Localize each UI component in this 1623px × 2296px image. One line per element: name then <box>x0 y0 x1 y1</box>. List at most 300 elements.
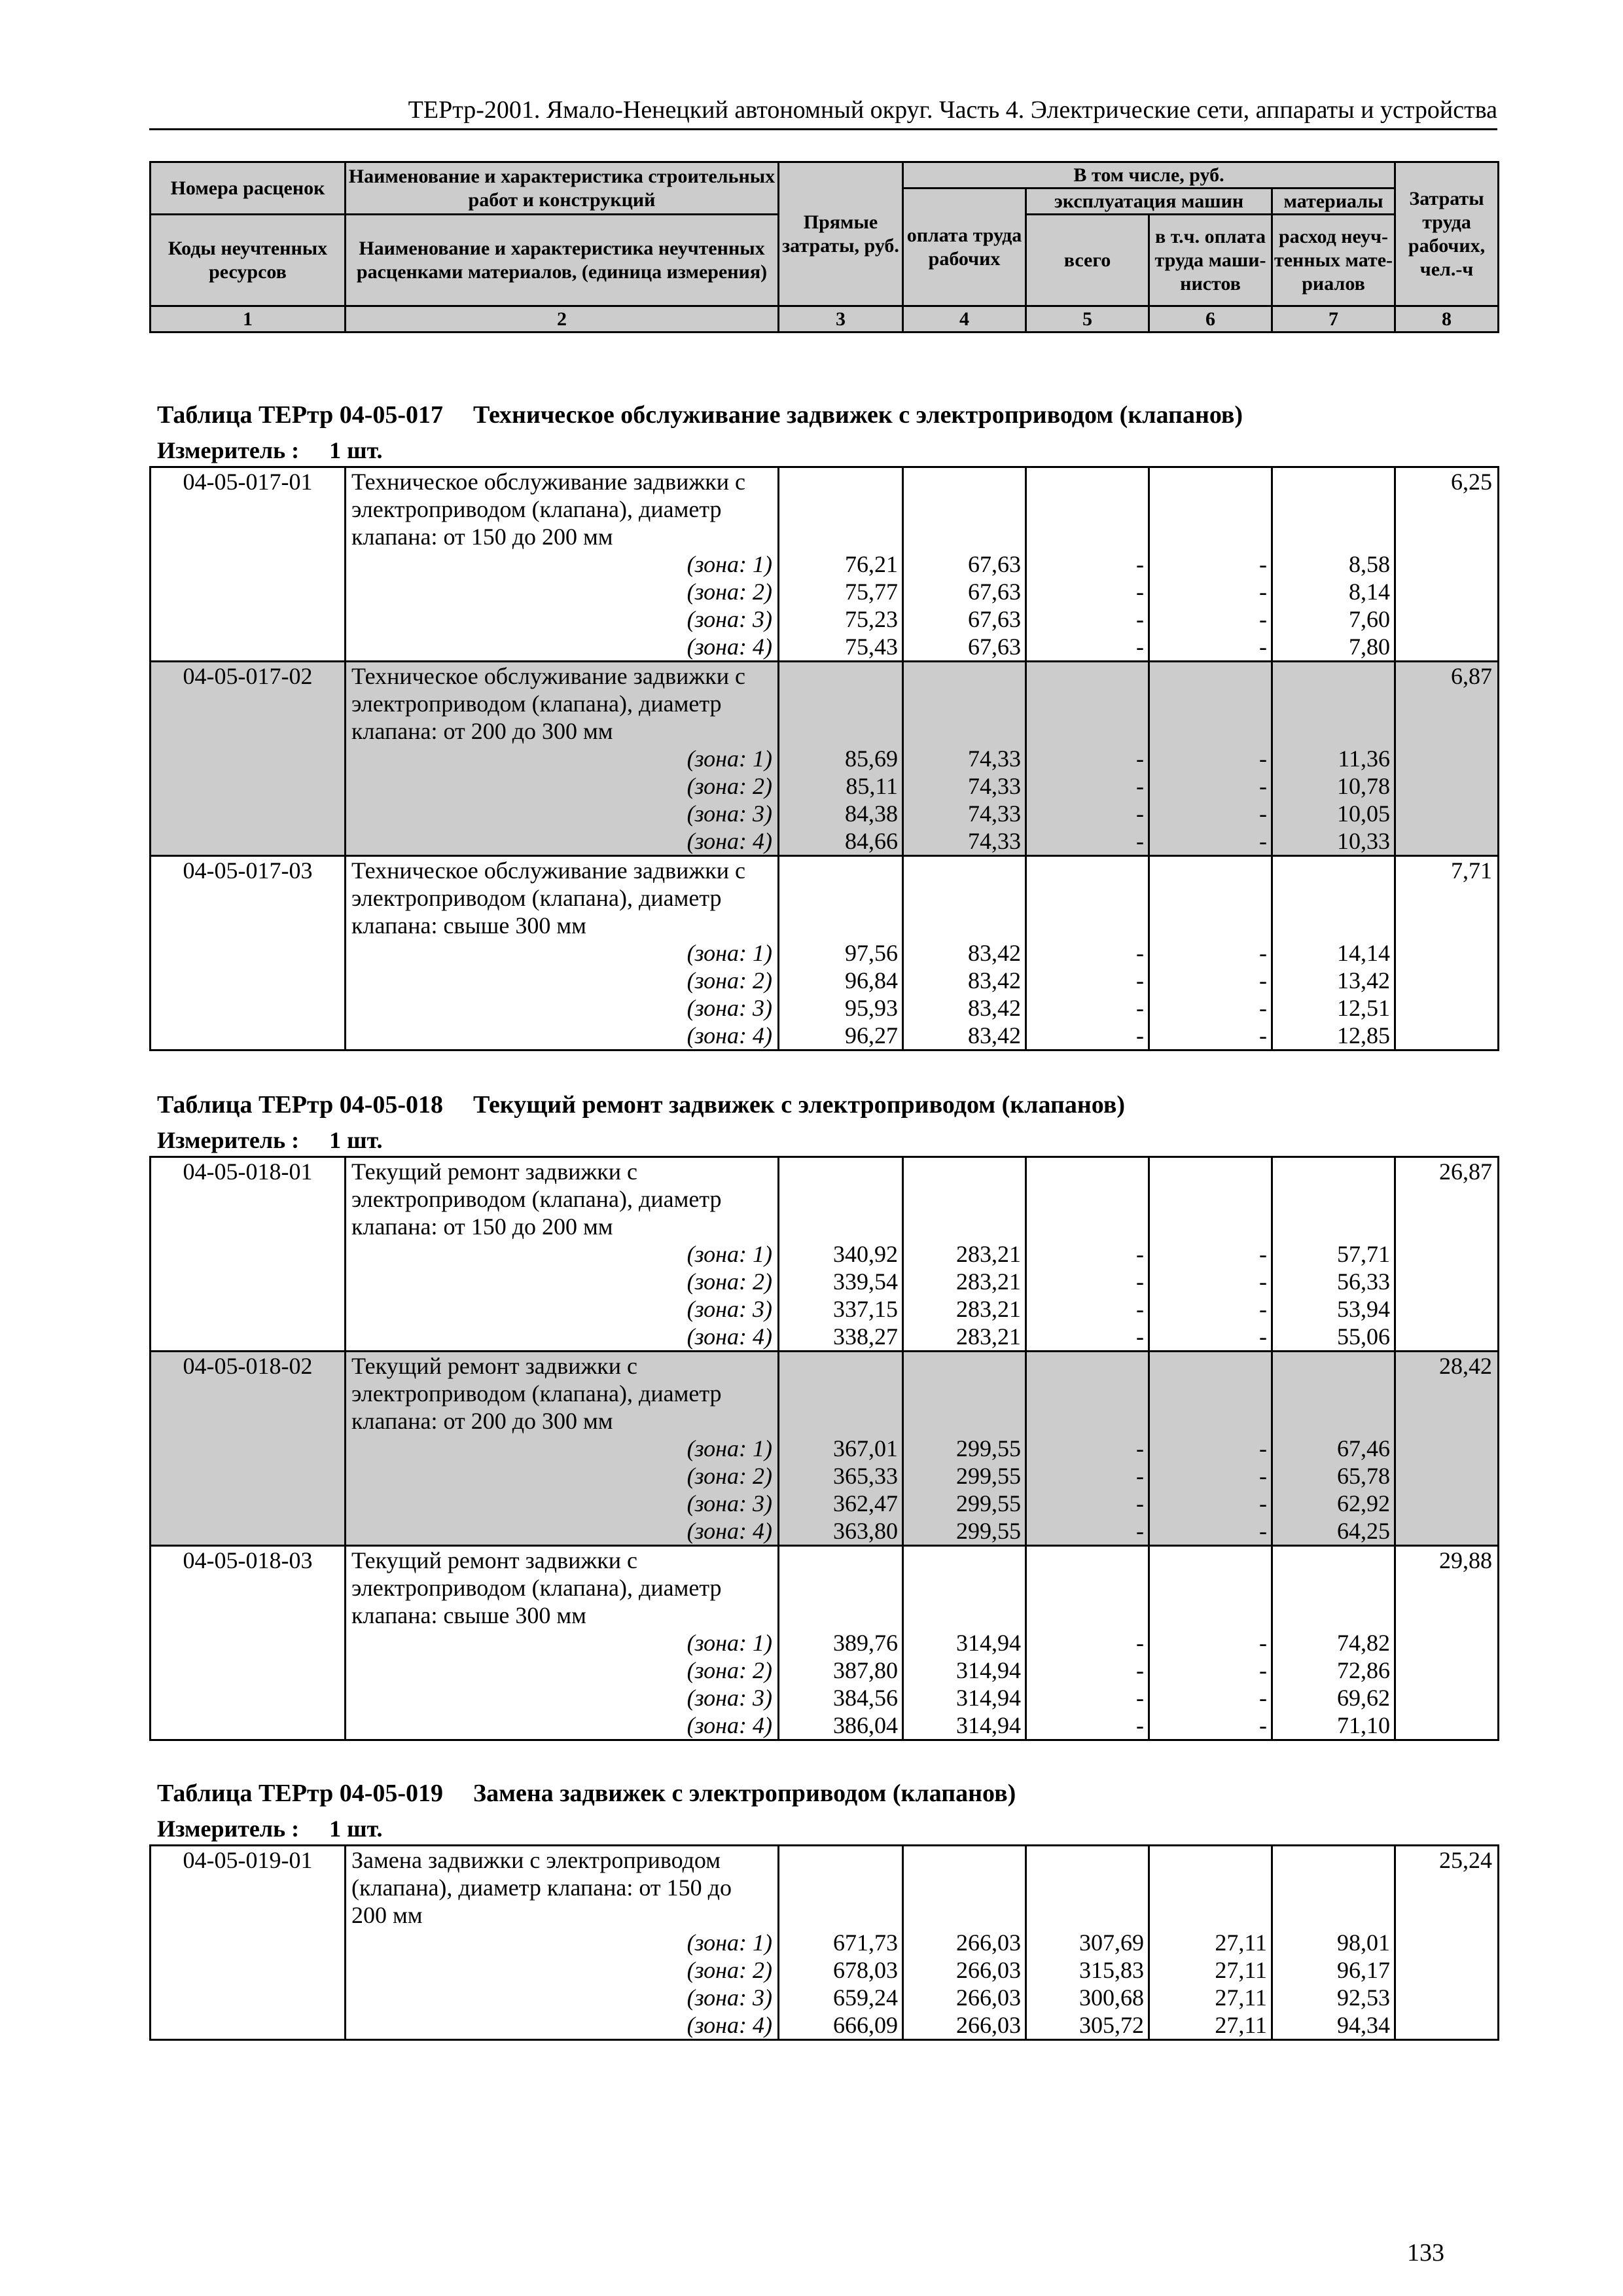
worker-pay-value: 283,21 <box>956 1323 1021 1350</box>
direct-costs-value: 75,77 <box>845 579 898 605</box>
description-line: электроприводом (клапана), диаметр <box>351 1380 722 1407</box>
operator-pay-cell <box>1149 856 1272 1050</box>
header-material-usage: расход неуч-тенных мате-риалов <box>1272 215 1395 306</box>
measure-value: 1 шт. <box>329 1816 383 1842</box>
zone-label: (зона: 3) <box>687 800 772 827</box>
zone-label: (зона: 4) <box>687 2012 772 2038</box>
direct-costs-value: 84,66 <box>845 828 898 854</box>
rates-table <box>149 1156 1499 1741</box>
rate-code: 04-05-017-02 <box>183 663 313 689</box>
direct-costs-cell <box>779 1546 903 1740</box>
rate-row <box>151 662 1499 856</box>
operator-pay-value: - <box>1259 773 1267 799</box>
rate-description-cell <box>346 856 779 1050</box>
table-code: Таблица ТЕРтр 04-05-017 <box>157 401 444 429</box>
direct-costs-value: 76,21 <box>845 551 898 577</box>
materials-usage-value: 67,46 <box>1337 1435 1390 1462</box>
zone-label: (зона: 3) <box>687 995 772 1021</box>
worker-pay-value: 266,03 <box>956 2012 1021 2038</box>
operator-pay-cell <box>1149 1546 1272 1740</box>
table-name: Текущий ремонт задвижек с электроприводом (клапанов) <box>473 1091 1126 1119</box>
zone-label: (зона: 1) <box>687 1435 772 1462</box>
materials-usage-value: 7,80 <box>1349 634 1390 660</box>
table-code: Таблица ТЕРтр 04-05-018 <box>157 1091 444 1119</box>
operator-pay-value: - <box>1259 1296 1267 1322</box>
page-number: 133 <box>1407 2239 1444 2267</box>
operator-pay-value: - <box>1259 828 1267 854</box>
machines-total-cell <box>1026 1157 1149 1352</box>
labor-value: 25,24 <box>1439 1847 1492 1873</box>
materials-usage-value: 69,62 <box>1337 1685 1390 1711</box>
description-line: электроприводом (клапана), диаметр <box>351 1186 722 1212</box>
operator-pay-value: - <box>1259 995 1267 1021</box>
worker-pay-value: 67,63 <box>968 579 1021 605</box>
header-rate-numbers: Номера расценок <box>151 162 346 215</box>
header-labor-costs: Затраты труда рабочих, чел.-ч <box>1395 162 1499 306</box>
zone-label: (зона: 4) <box>687 634 772 660</box>
machines-total-value: - <box>1136 800 1144 827</box>
machines-total-value: - <box>1136 1490 1144 1516</box>
materials-usage-value: 12,85 <box>1337 1022 1390 1049</box>
operator-pay-value: - <box>1259 967 1267 994</box>
rate-code-cell <box>151 1846 346 2040</box>
operator-pay-value: - <box>1259 1630 1267 1656</box>
worker-pay-cell <box>903 1157 1026 1352</box>
rate-row <box>151 1546 1499 1740</box>
machines-total-value: 315,83 <box>1079 1957 1144 1983</box>
materials-usage-value: 7,60 <box>1349 606 1390 632</box>
operator-pay-value: - <box>1259 1022 1267 1049</box>
measure-label: Измеритель : <box>157 1816 300 1842</box>
worker-pay-value: 299,55 <box>956 1463 1021 1489</box>
rate-description-cell <box>346 1157 779 1352</box>
operator-pay-cell <box>1149 1352 1272 1546</box>
machines-total-cell <box>1026 856 1149 1050</box>
header-machines-total: всего <box>1026 215 1149 306</box>
zone-label: (зона: 1) <box>687 1241 772 1267</box>
zone-label: (зона: 2) <box>687 1657 772 1683</box>
rate-row <box>151 856 1499 1050</box>
materials-usage-value: 98,01 <box>1337 1929 1390 1956</box>
rate-code: 04-05-018-01 <box>183 1158 313 1185</box>
materials-usage-value: 72,86 <box>1337 1657 1390 1683</box>
zone-label: (зона: 4) <box>687 828 772 854</box>
operator-pay-value: - <box>1259 606 1267 632</box>
machines-total-value: - <box>1136 1630 1144 1656</box>
rate-description-cell <box>346 1846 779 2040</box>
direct-costs-value: 95,93 <box>845 995 898 1021</box>
direct-costs-value: 75,23 <box>845 606 898 632</box>
description-line: электроприводом (клапана), диаметр <box>351 885 722 911</box>
rate-code-cell <box>151 1352 346 1546</box>
worker-pay-cell <box>903 1352 1026 1546</box>
rate-row <box>151 1846 1499 2040</box>
machines-total-cell <box>1026 1846 1149 2040</box>
worker-pay-cell <box>903 467 1026 662</box>
materials-usage-value: 11,36 <box>1338 745 1390 772</box>
labor-value: 6,25 <box>1451 469 1492 495</box>
zone-label: (зона: 2) <box>687 967 772 994</box>
direct-costs-value: 387,80 <box>833 1657 898 1683</box>
header-resource-codes: Коды неучтенных ресурсов <box>151 215 346 306</box>
labor-cell <box>1395 1846 1499 2040</box>
col-number: 8 <box>1395 306 1499 332</box>
table-measure <box>157 1814 382 1843</box>
zone-label: (зона: 2) <box>687 773 772 799</box>
operator-pay-value: - <box>1259 1268 1267 1295</box>
operator-pay-value: - <box>1259 800 1267 827</box>
zone-label: (зона: 3) <box>687 1685 772 1711</box>
labor-value: 7,71 <box>1451 857 1492 884</box>
direct-costs-value: 337,15 <box>833 1296 898 1322</box>
materials-usage-cell <box>1272 1546 1395 1740</box>
description-line: клапана: от 200 до 300 мм <box>351 718 613 744</box>
machines-total-value: - <box>1136 634 1144 660</box>
rate-code-cell <box>151 467 346 662</box>
direct-costs-value: 362,47 <box>833 1490 898 1516</box>
worker-pay-value: 283,21 <box>956 1296 1021 1322</box>
materials-usage-cell <box>1272 467 1395 662</box>
operator-pay-value: - <box>1259 1241 1267 1267</box>
materials-usage-cell <box>1272 662 1395 856</box>
description-line: клапана: от 150 до 200 мм <box>351 524 613 550</box>
labor-cell <box>1395 662 1499 856</box>
worker-pay-value: 314,94 <box>956 1685 1021 1711</box>
machines-total-value: - <box>1136 1712 1144 1738</box>
description-line: Техническое обслуживание задвижки с <box>351 469 746 495</box>
machines-total-cell <box>1026 467 1149 662</box>
direct-costs-value: 386,04 <box>833 1712 898 1738</box>
description-line: Техническое обслуживание задвижки с <box>351 663 746 689</box>
operator-pay-value: - <box>1259 1712 1267 1738</box>
materials-usage-value: 14,14 <box>1337 940 1390 966</box>
direct-costs-value: 96,84 <box>845 967 898 994</box>
machines-total-value: - <box>1136 1022 1144 1049</box>
description-line: электроприводом (клапана), диаметр <box>351 1575 722 1601</box>
materials-usage-value: 65,78 <box>1337 1463 1390 1489</box>
zone-label: (зона: 2) <box>687 1463 772 1489</box>
machines-total-value: - <box>1136 1518 1144 1544</box>
worker-pay-cell <box>903 1846 1026 2040</box>
materials-usage-value: 8,58 <box>1349 551 1390 577</box>
zone-label: (зона: 1) <box>687 1929 772 1956</box>
zone-label: (зона: 4) <box>687 1712 772 1738</box>
rate-row <box>151 1157 1499 1352</box>
rates-table <box>149 466 1499 1051</box>
col-number: 4 <box>903 306 1026 332</box>
worker-pay-value: 283,21 <box>956 1268 1021 1295</box>
col-number: 3 <box>779 306 903 332</box>
rate-description-cell <box>346 467 779 662</box>
worker-pay-value: 74,33 <box>968 773 1021 799</box>
zone-label: (зона: 3) <box>687 1296 772 1322</box>
operator-pay-value: - <box>1259 1685 1267 1711</box>
rate-description-cell <box>346 1546 779 1740</box>
description-line: клапана: от 200 до 300 мм <box>351 1408 613 1434</box>
materials-usage-value: 55,06 <box>1337 1323 1390 1350</box>
worker-pay-value: 314,94 <box>956 1712 1021 1738</box>
direct-costs-value: 85,69 <box>845 745 898 772</box>
worker-pay-value: 67,63 <box>968 551 1021 577</box>
direct-costs-value: 97,56 <box>845 940 898 966</box>
machines-total-cell <box>1026 1352 1149 1546</box>
direct-costs-value: 389,76 <box>833 1630 898 1656</box>
direct-costs-value: 671,73 <box>833 1929 898 1956</box>
materials-usage-value: 71,10 <box>1337 1712 1390 1738</box>
rate-code-cell <box>151 856 346 1050</box>
materials-usage-value: 12,51 <box>1337 995 1390 1021</box>
machines-total-value: 305,72 <box>1079 2012 1144 2038</box>
col-number: 6 <box>1149 306 1272 332</box>
machines-total-value: - <box>1136 967 1144 994</box>
direct-costs-cell <box>779 662 903 856</box>
col-number: 1 <box>151 306 346 332</box>
table-title <box>157 1089 1125 1121</box>
operator-pay-value: 27,11 <box>1215 1929 1267 1956</box>
machines-total-value: - <box>1136 606 1144 632</box>
description-line: клапана: свыше 300 мм <box>351 1602 586 1628</box>
operator-pay-value: - <box>1259 1490 1267 1516</box>
direct-costs-cell <box>779 856 903 1050</box>
materials-usage-value: 94,34 <box>1337 2012 1390 2038</box>
description-line: Текущий ремонт задвижки с <box>351 1547 637 1573</box>
direct-costs-cell <box>779 1157 903 1352</box>
operator-pay-cell <box>1149 467 1272 662</box>
machines-total-value: - <box>1136 1463 1144 1489</box>
zone-label: (зона: 1) <box>687 551 772 577</box>
zone-label: (зона: 3) <box>687 1490 772 1516</box>
rate-code-cell <box>151 1546 346 1740</box>
description-line: Текущий ремонт задвижки с <box>351 1353 637 1379</box>
worker-pay-value: 74,33 <box>968 828 1021 854</box>
operator-pay-value: - <box>1259 1435 1267 1462</box>
direct-costs-value: 666,09 <box>833 2012 898 2038</box>
rate-code: 04-05-019-01 <box>183 1847 313 1873</box>
operator-pay-cell <box>1149 662 1272 856</box>
worker-pay-value: 83,42 <box>968 1022 1021 1049</box>
machines-total-value: 300,68 <box>1079 1984 1144 2011</box>
materials-usage-value: 92,53 <box>1337 1984 1390 2011</box>
worker-pay-cell <box>903 856 1026 1050</box>
measure-label: Измеритель : <box>157 437 300 463</box>
worker-pay-value: 74,33 <box>968 745 1021 772</box>
labor-value: 28,42 <box>1439 1353 1492 1379</box>
operator-pay-value: - <box>1259 1323 1267 1350</box>
labor-value: 26,87 <box>1439 1158 1492 1185</box>
description-line: Техническое обслуживание задвижки с <box>351 857 746 884</box>
zone-label: (зона: 2) <box>687 1268 772 1295</box>
direct-costs-value: 365,33 <box>833 1463 898 1489</box>
operator-pay-value: 27,11 <box>1215 1957 1267 1983</box>
rate-row <box>151 467 1499 662</box>
description-line: Текущий ремонт задвижки с <box>351 1158 637 1185</box>
header-operator-pay: в т.ч. оплата труда маши-нистов <box>1149 215 1272 306</box>
worker-pay-value: 314,94 <box>956 1657 1021 1683</box>
materials-usage-value: 62,92 <box>1337 1490 1390 1516</box>
worker-pay-cell <box>903 662 1026 856</box>
operator-pay-value: - <box>1259 1657 1267 1683</box>
direct-costs-value: 85,11 <box>846 773 898 799</box>
header-material-name: Наименование и характеристика неучтенных расценками материалов, (единица измерения) <box>346 215 779 306</box>
operator-pay-value: - <box>1259 1518 1267 1544</box>
machines-total-value: - <box>1136 1241 1144 1267</box>
direct-costs-cell <box>779 467 903 662</box>
worker-pay-cell <box>903 1546 1026 1740</box>
materials-usage-value: 8,14 <box>1349 579 1390 605</box>
materials-usage-value: 96,17 <box>1337 1957 1390 1983</box>
materials-usage-value: 53,94 <box>1337 1296 1390 1322</box>
measure-value: 1 шт. <box>329 1127 383 1153</box>
zone-label: (зона: 3) <box>687 606 772 632</box>
materials-usage-value: 74,82 <box>1337 1630 1390 1656</box>
worker-pay-value: 83,42 <box>968 967 1021 994</box>
description-line: клапана: от 150 до 200 мм <box>351 1213 613 1240</box>
direct-costs-cell <box>779 1846 903 2040</box>
rate-code: 04-05-018-02 <box>183 1353 313 1379</box>
description-line: Замена задвижки с электроприводом <box>351 1847 721 1873</box>
rate-row <box>151 1352 1499 1546</box>
worker-pay-value: 314,94 <box>956 1630 1021 1656</box>
measure-value: 1 шт. <box>329 437 383 463</box>
materials-usage-value: 10,33 <box>1337 828 1390 854</box>
machines-total-value: - <box>1136 1657 1144 1683</box>
machines-total-cell <box>1026 662 1149 856</box>
materials-usage-cell <box>1272 1157 1395 1352</box>
header-work-name: Наименование и характеристика строительных работ и конструкций <box>346 162 779 215</box>
worker-pay-value: 74,33 <box>968 800 1021 827</box>
materials-usage-value: 57,71 <box>1337 1241 1390 1267</box>
zone-label: (зона: 1) <box>687 940 772 966</box>
direct-costs-value: 75,43 <box>845 634 898 660</box>
rate-code-cell <box>151 1157 346 1352</box>
rate-code: 04-05-017-01 <box>183 469 313 495</box>
zone-label: (зона: 4) <box>687 1323 772 1350</box>
worker-pay-value: 67,63 <box>968 606 1021 632</box>
table-measure <box>157 436 382 465</box>
machines-total-value: - <box>1136 828 1144 854</box>
header-materials: материалы <box>1272 188 1395 215</box>
machines-total-value: - <box>1136 551 1144 577</box>
worker-pay-value: 266,03 <box>956 1929 1021 1956</box>
machines-total-value: 307,69 <box>1079 1929 1144 1956</box>
operator-pay-value: 27,11 <box>1215 1984 1267 2011</box>
description-line: электроприводом (клапана), диаметр <box>351 496 722 522</box>
zone-label: (зона: 3) <box>687 1984 772 2011</box>
operator-pay-value: - <box>1259 1463 1267 1489</box>
direct-costs-value: 363,80 <box>833 1518 898 1544</box>
rate-code: 04-05-018-03 <box>183 1547 313 1573</box>
description-line: 200 мм <box>351 1902 423 1928</box>
materials-usage-value: 56,33 <box>1337 1268 1390 1295</box>
operator-pay-value: - <box>1259 634 1267 660</box>
rate-description-cell <box>346 1352 779 1546</box>
running-head: ТЕРтр-2001. Ямало-Ненецкий автономный округ. Часть 4. Электрические сети, аппараты и устройства <box>149 94 1497 130</box>
zone-label: (зона: 1) <box>687 745 772 772</box>
machines-total-value: - <box>1136 1268 1144 1295</box>
machines-total-value: - <box>1136 1296 1144 1322</box>
direct-costs-value: 339,54 <box>833 1268 898 1295</box>
materials-usage-cell <box>1272 1846 1395 2040</box>
col-number: 5 <box>1026 306 1149 332</box>
labor-cell <box>1395 1352 1499 1546</box>
worker-pay-value: 83,42 <box>968 940 1021 966</box>
machines-total-cell <box>1026 1546 1149 1740</box>
machines-total-value: - <box>1136 1323 1144 1350</box>
table-title <box>157 399 1243 431</box>
materials-usage-value: 10,78 <box>1337 773 1390 799</box>
table-code: Таблица ТЕРтр 04-05-019 <box>157 1780 444 1807</box>
machines-total-value: - <box>1136 995 1144 1021</box>
worker-pay-value: 299,55 <box>956 1490 1021 1516</box>
labor-cell <box>1395 856 1499 1050</box>
header-direct-costs: Прямые затраты, руб. <box>779 162 903 306</box>
table-name: Замена задвижек с электроприводом (клапанов) <box>473 1780 1016 1807</box>
description-line: электроприводом (клапана), диаметр <box>351 691 722 717</box>
operator-pay-value: - <box>1259 579 1267 605</box>
direct-costs-value: 84,38 <box>845 800 898 827</box>
table-name: Техническое обслуживание задвижек с электроприводом (клапанов) <box>473 401 1243 429</box>
direct-costs-value: 384,56 <box>833 1685 898 1711</box>
worker-pay-value: 299,55 <box>956 1435 1021 1462</box>
worker-pay-value: 83,42 <box>968 995 1021 1021</box>
direct-costs-value: 338,27 <box>833 1323 898 1350</box>
worker-pay-value: 266,03 <box>956 1984 1021 2011</box>
rate-code: 04-05-017-03 <box>183 857 313 884</box>
zone-label: (зона: 2) <box>687 579 772 605</box>
zone-label: (зона: 1) <box>687 1630 772 1656</box>
worker-pay-value: 67,63 <box>968 634 1021 660</box>
machines-total-value: - <box>1136 745 1144 772</box>
direct-costs-cell <box>779 1352 903 1546</box>
rate-code-cell <box>151 662 346 856</box>
header-machines: эксплуатация машин <box>1026 188 1272 215</box>
machines-total-value: - <box>1136 773 1144 799</box>
materials-usage-value: 10,05 <box>1337 800 1390 827</box>
measure-label: Измеритель : <box>157 1127 300 1153</box>
zone-label: (зона: 4) <box>687 1022 772 1049</box>
materials-usage-value: 13,42 <box>1337 967 1390 994</box>
description-line: (клапана), диаметр клапана: от 150 до <box>351 1874 732 1901</box>
labor-value: 6,87 <box>1451 663 1492 689</box>
machines-total-value: - <box>1136 579 1144 605</box>
worker-pay-value: 299,55 <box>956 1518 1021 1544</box>
rates-table <box>149 1844 1499 2041</box>
operator-pay-value: - <box>1259 940 1267 966</box>
description-line: клапана: свыше 300 мм <box>351 912 586 939</box>
direct-costs-value: 659,24 <box>833 1984 898 2011</box>
operator-pay-value: 27,11 <box>1215 2012 1267 2038</box>
direct-costs-value: 367,01 <box>833 1435 898 1462</box>
materials-usage-cell <box>1272 1352 1395 1546</box>
machines-total-value: - <box>1136 1685 1144 1711</box>
column-header-table <box>149 161 1499 333</box>
operator-pay-value: - <box>1259 745 1267 772</box>
materials-usage-cell <box>1272 856 1395 1050</box>
labor-cell <box>1395 1546 1499 1740</box>
col-number: 2 <box>346 306 779 332</box>
table-title <box>157 1778 1016 1809</box>
operator-pay-value: - <box>1259 551 1267 577</box>
worker-pay-value: 283,21 <box>956 1241 1021 1267</box>
direct-costs-value: 96,27 <box>845 1022 898 1049</box>
header-including: В том числе, руб. <box>903 162 1395 188</box>
worker-pay-value: 266,03 <box>956 1957 1021 1983</box>
labor-cell <box>1395 467 1499 662</box>
operator-pay-cell <box>1149 1157 1272 1352</box>
machines-total-value: - <box>1136 940 1144 966</box>
rate-description-cell <box>346 662 779 856</box>
machines-total-value: - <box>1136 1435 1144 1462</box>
